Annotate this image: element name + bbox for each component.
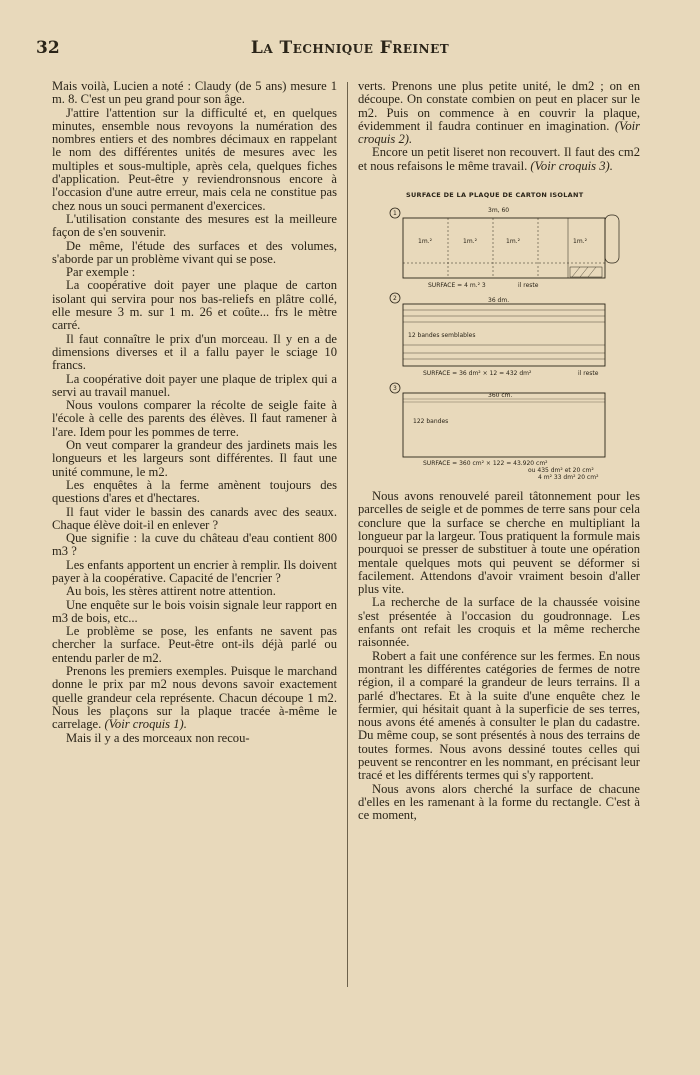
column-divider — [347, 82, 348, 987]
diagram-1-cell-label: 1m.² — [573, 238, 587, 246]
running-title: La Technique Freinet — [250, 38, 450, 58]
diagram-3-label: 122 bandes — [413, 418, 449, 426]
paragraph: Nous voulons comparer la récolte de seigle faite à l'école à celle des parents des élèves. Il faut ramener à l'are. Idem pour les pommes de terre. — [52, 398, 337, 439]
paragraph: Mais voilà, Lucien a noté : Claudy (de 5 ans) mesure 1 m. 8. C'est un peu grand pour son âge. — [52, 79, 337, 107]
diagram-1-surface: SURFACE = 4 m.² 3 — [428, 282, 486, 290]
paragraph-text: verts. Prenons une plus petite unité, le dm2 ; on en découpe. On constate combien on peut en placer sur le m2. Puis on commence à en couvrir la plaque, évidemment il faudra continuer en imagination. — [358, 79, 640, 133]
diagram-1-side-piece — [605, 215, 619, 263]
page-header — [36, 38, 664, 62]
paragraph: La recherche de la surface de la chaussée voisine s'est présentée à l'occasion du goudronnage. Les enfants ont refait les croquis et la même recherche raisonnée. — [358, 595, 640, 650]
diagram-1-cell-label: 1m.² — [506, 238, 520, 246]
figure-title: SURFACE DE LA PLAQUE DE CARTON ISOLANT — [406, 191, 584, 200]
croquis-reference: (Voir croquis 3). — [530, 158, 613, 173]
diagram-1-hatch — [588, 267, 596, 277]
diagram-2-label: 12 bandes semblables — [408, 332, 476, 340]
diagram-1-cell-label: 1m.² — [418, 238, 432, 246]
diagram-3-plate — [403, 393, 605, 457]
paragraph: Les enfants apportent un encrier à remplir. Ils doivent payer à la coopérative. Capacité de l'encrier ? — [52, 557, 337, 585]
diagram-2-surface: SURFACE = 36 dm² × 12 = 432 dm² — [423, 370, 532, 378]
paragraph: L'utilisation constante des mesures est la meilleure façon de s'en souvenir. — [52, 211, 337, 240]
paragraph-text: Prenons les premiers exemples. Puisque le marchand donne le prix par m2 nous devons savoir exactement quelle grandeur cela représente. Chacun découpe 1 m2. Nous les plaçons sur la plaque tracée à-même le carrelage. — [52, 664, 337, 732]
diagram-1-plate — [403, 218, 605, 278]
diagram-3-width: 360 cm. — [488, 392, 513, 400]
diagram-3-line2: ou 435 dm² et 20 cm² — [528, 467, 594, 475]
paragraph — [358, 146, 640, 173]
paragraph-text: Encore un petit liseret non recouvert. Il faut des cm2 et nous refaisons le même travail. — [358, 145, 640, 173]
paragraph — [52, 665, 337, 731]
diagram-1-number: 1 — [393, 210, 397, 218]
left-column — [52, 80, 337, 745]
paragraph: De même, l'étude des surfaces et des volumes, s'aborde par un problème vivant qui se pose. — [52, 238, 337, 266]
paragraph: Au bois, les stères attirent notre attention. — [66, 584, 276, 599]
paragraph: Le problème se pose, les enfants ne savent pas chercher la surface. Peut-être ont-ils déjà parlé ou entendu parler de m2. — [52, 624, 337, 665]
diagram-3-number: 3 — [393, 385, 397, 393]
diagram-1-remainder — [570, 267, 602, 277]
diagram-3-surface: SURFACE = 360 cm² × 122 = 43.920 cm² — [423, 460, 548, 468]
diagram-1-cell-label: 1m.² — [463, 238, 477, 246]
diagram-2-number: 2 — [393, 295, 397, 303]
diagram-1-reste: il reste — [518, 282, 539, 290]
croquis-reference: (Voir croquis 1). — [104, 717, 187, 732]
right-column — [358, 80, 640, 823]
paragraph — [358, 80, 640, 146]
paragraph: Nous avons renouvelé pareil tâtonnement pour les parcelles de seigle et de pommes de terre sans pour cela conclure que la surface se cherche en multipliant la longueur par la largeur. Tous pratiquent la formule mais pourquoi se presser de substituer à toute une opération mentale quelques mots qui peuvent se déformer si facilement. Attendons d'avoir vraiment besoin d'aller plus vite. — [358, 489, 640, 597]
surface-sketch-figure — [388, 185, 638, 480]
paragraph: Par exemple : — [66, 265, 136, 280]
paragraph: La coopérative doit payer une plaque de triplex qui a servi au travail manuel. — [52, 371, 337, 399]
surface-sketch — [388, 185, 638, 480]
paragraph: Mais il y a des morceaux non recou- — [66, 730, 250, 745]
paragraph: Il faut connaître le prix d'un morceau. Il y en a de dimensions diverses et il a fallu payer le sciage 10 francs. — [52, 331, 337, 373]
diagram-1-hatch — [580, 267, 588, 277]
page-number: 32 — [36, 38, 60, 58]
paragraph: On veut comparer la grandeur des jardinets mais les longueurs et les largeurs sont différentes. Il faut une unité commune, le m2. — [52, 438, 337, 479]
diagram-3-line3: 4 m² 33 dm² 20 cm² — [538, 474, 599, 481]
paragraph: Les enquêtes à la ferme amènent toujours des questions d'ares et d'hectares. — [52, 477, 337, 506]
diagram-2-reste: il reste — [578, 370, 599, 378]
paragraph: Robert a fait une conférence sur les fermes. En nous montrant les différentes catégories de fermes de notre région, il a comparé la grandeur de leurs terrains. Il a parlé d'hectares. Et à la suite d'une enquête chez le fermier, qui hésitait quant à la superficie de ses terres, nous avons été amenés à consulter le plan du cadastre. Du même coup, se sont présentés à nous des terrains de toutes formes. Nous avons dessiné toutes celles qui peuvent se rencontrer en les nommant, en précisant leur tracé et les différents termes qui s'y rapportent. — [358, 648, 640, 783]
paragraph: Une enquête sur le bois voisin signale leur rapport en m3 de bois, etc... — [52, 597, 337, 625]
croquis-reference: (Voir croquis 2). — [358, 118, 641, 147]
paragraph: J'attire l'attention sur la difficulté et, en quelques minutes, ensemble nous revoyons la numération des nombres entiers et des nombres décimaux en rappelant le nom des différentes unités de mesures avec les multiples et sous-multiple, après cela, quelques fiches d'application. Peut-être y reviendronsnous encore à l'occasion d'une autre erreur, mais cela ne constitue pas chez nous un souci permanent d'exercices. — [52, 105, 337, 213]
paragraph: La coopérative doit payer une plaque de carton isolant qui servira pour nos bas-reliefs en plâtre collé, elle mesure 3 m. sur 1 m. 26 et coûte... frs le mètre carré. — [52, 278, 337, 333]
paragraph: Il faut vider le bassin des canards avec des seaux. Chaque élève doit-il en enlever ? — [52, 504, 337, 532]
diagram-1-hatch — [572, 267, 580, 277]
diagram-1-width: 3m, 60 — [488, 207, 510, 215]
paragraph: Nous avons alors cherché la surface de chacune d'elles en les ramenant à la forme du rectangle. C'est à ce moment, — [358, 781, 640, 823]
diagram-2-width: 36 dm. — [488, 297, 510, 305]
paragraph: Que signifie : la cuve du château d'eau contient 800 m3 ? — [52, 531, 337, 559]
